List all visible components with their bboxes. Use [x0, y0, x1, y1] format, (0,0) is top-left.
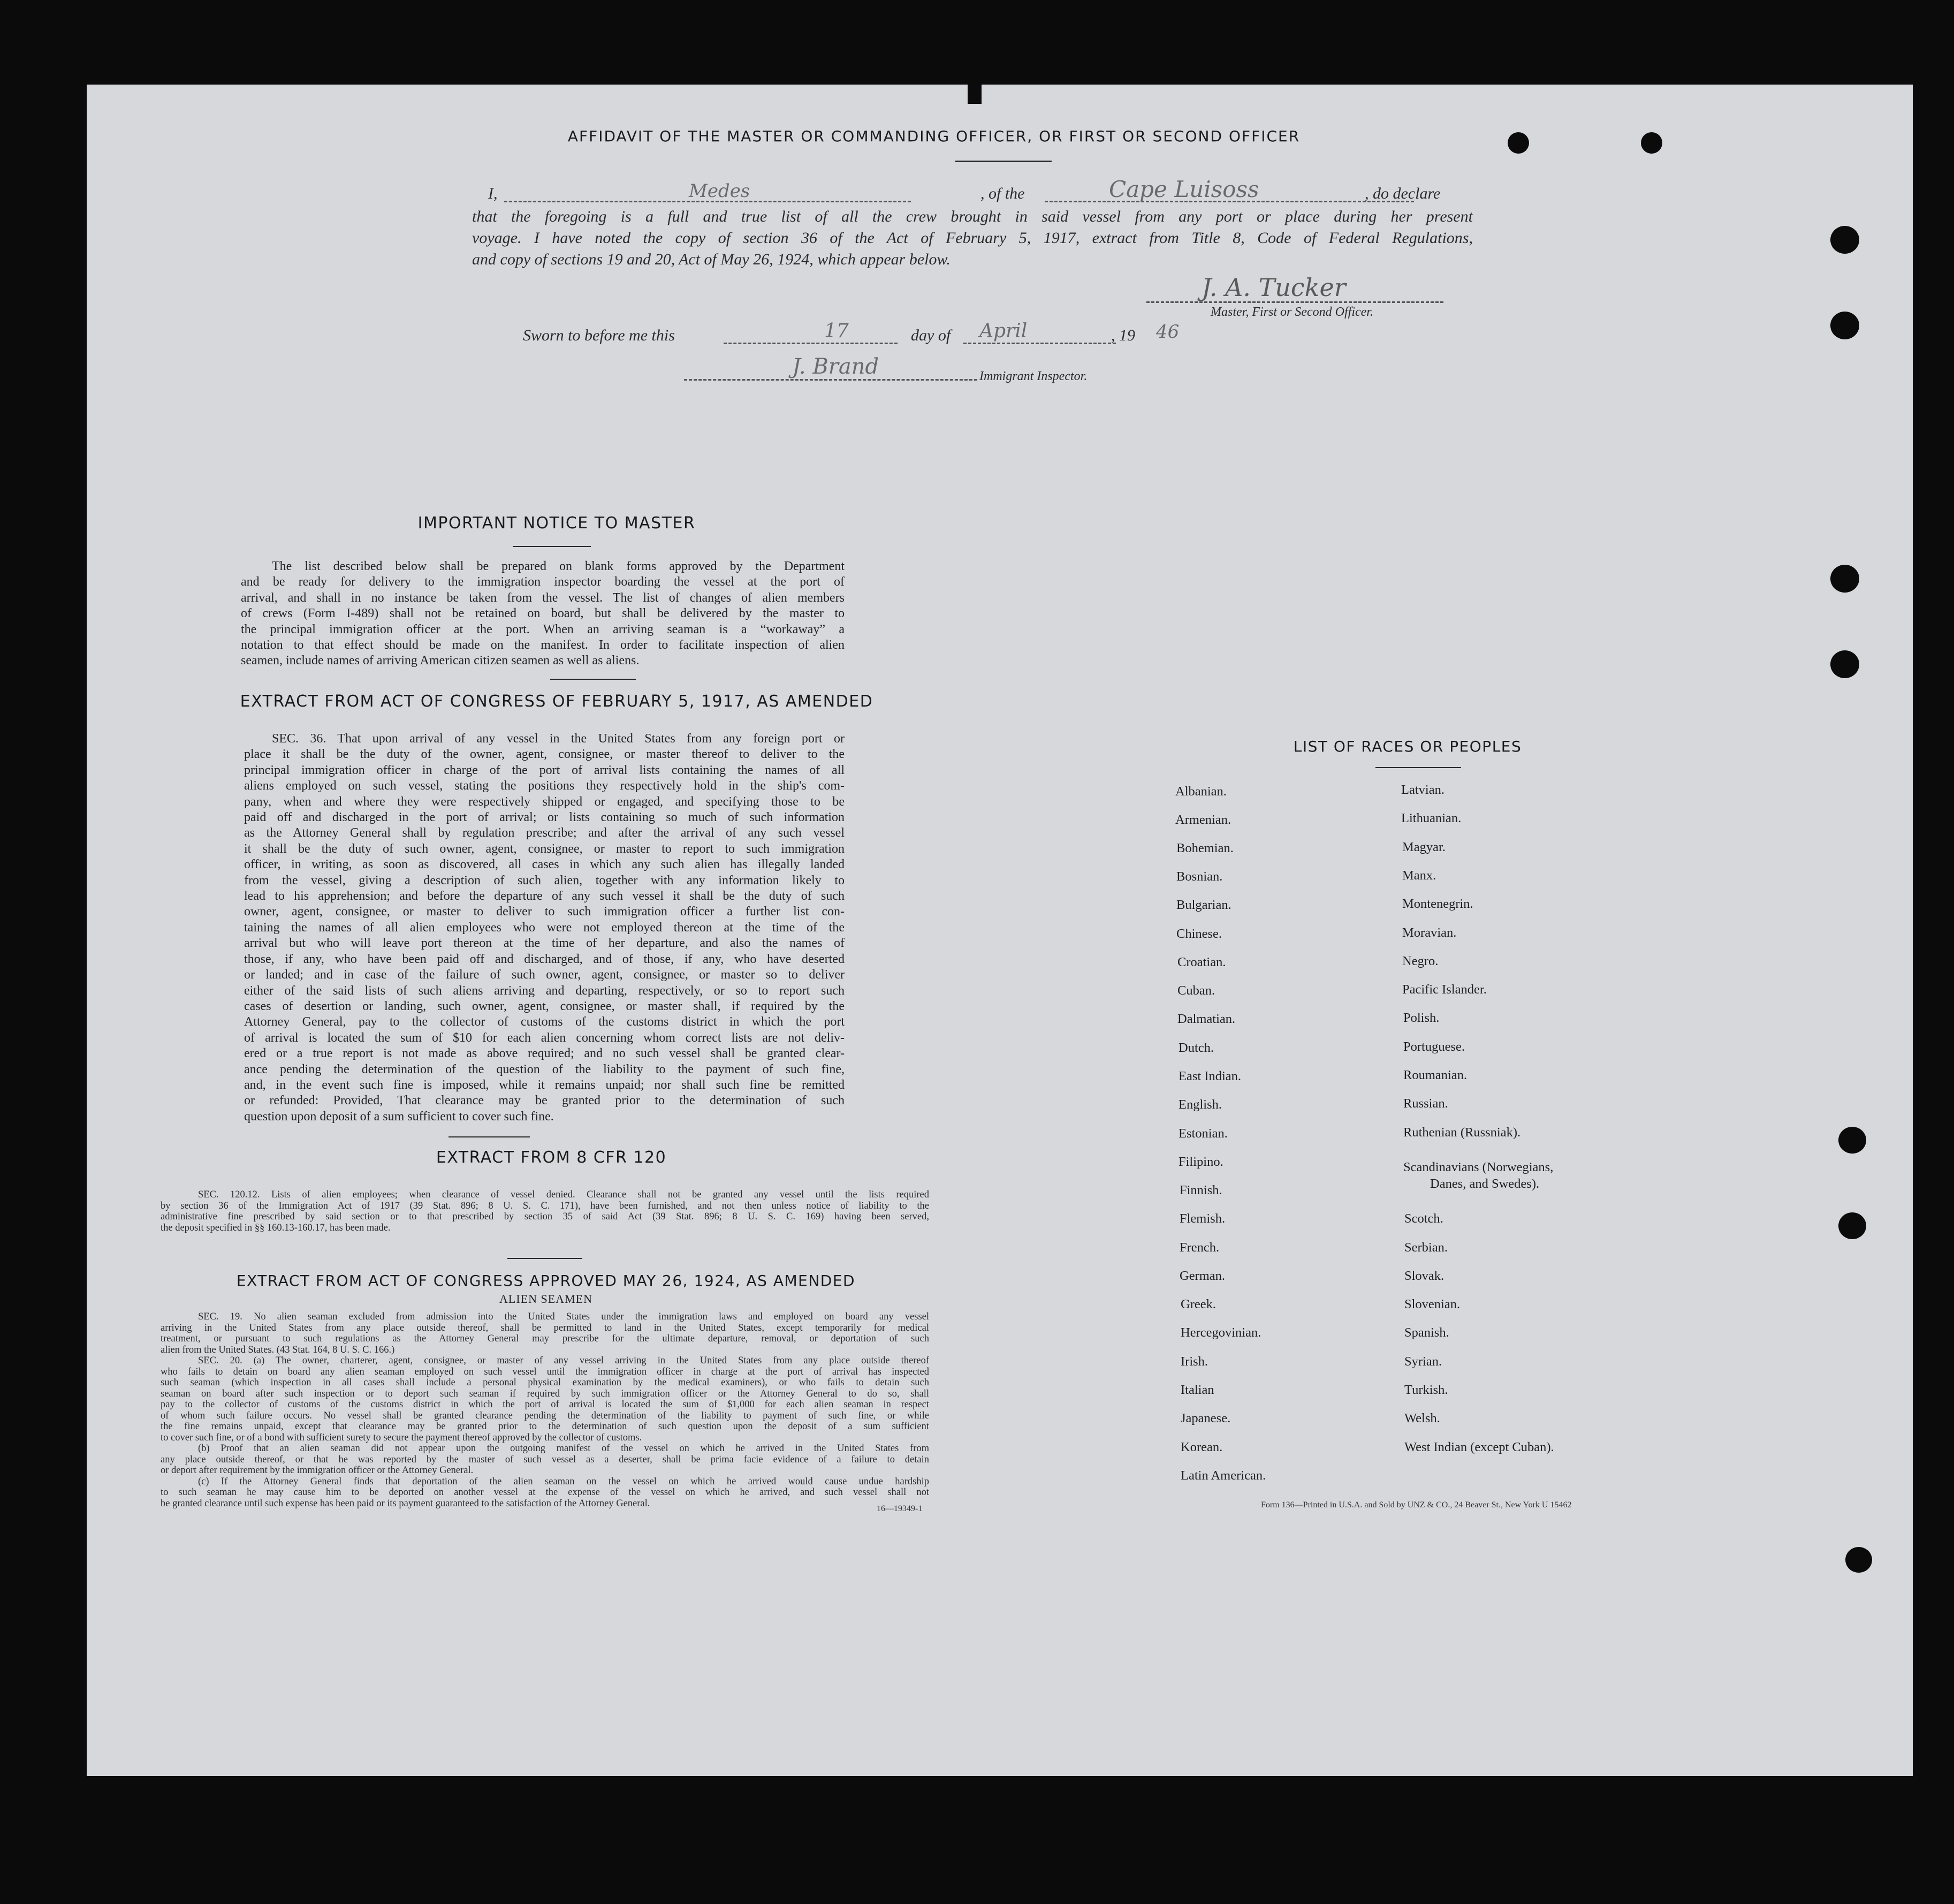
race-left-item: Armenian. [1175, 813, 1231, 827]
handwritten-master-signature: J. A. Tucker [1202, 273, 1346, 302]
race-left-item: Cuban. [1177, 983, 1215, 998]
race-right-item: Turkish. [1404, 1383, 1448, 1397]
section-19-line: arriving in the United States from any place outside thereof, shall be permitted to land in the United States, except temporarily for medical [161, 1322, 929, 1333]
month-blank [963, 343, 1116, 344]
section-20-line: be granted clearance until such expense has been paid or its payment guaranteed to the satisfaction of the Attorney General. [161, 1498, 650, 1509]
section-19-line: treatment, or pursuant to such regulations as the Attorney General may prescribe for the ultimate departure, removal, or deportation of such [161, 1333, 929, 1344]
notice-body [241, 559, 845, 669]
staple-mark [968, 80, 982, 104]
race-left-item: Italian [1181, 1383, 1214, 1397]
punch-hole [1641, 132, 1662, 154]
races-title-rule [1375, 767, 1461, 768]
race-right-item: Slovenian. [1404, 1297, 1461, 1311]
section-20-line: such seaman (which inspection in all cases shall include a personal physical examination by the medical examiners), or who fails to detain such [161, 1377, 929, 1388]
master-signature-caption: Master, First or Second Officer. [1211, 305, 1373, 319]
handwritten-inspector-signature: J. Brand [792, 354, 879, 379]
race-left-item: Irish. [1181, 1354, 1208, 1369]
section-19-line: alien from the United States. (43 Stat. 164, 8 U. S. C. 166.) [161, 1344, 395, 1355]
inspector-signature-line [684, 379, 977, 381]
section-36-line: question upon deposit of a sum sufficient to cover such fine. [244, 1109, 554, 1124]
section-36-line: place it shall be the duty of the owner, agent, consignee, or master thereof to deliver to the [244, 747, 845, 762]
section-36-line: it shall be the duty of such owner, agent, consignee, or master to report to such immigration [244, 841, 845, 856]
race-left-item: Hercegovinian. [1181, 1325, 1261, 1340]
extract-cfr-end-rule [507, 1258, 582, 1259]
race-right-item: Portuguese. [1403, 1040, 1465, 1054]
section-36-line: owner, agent, consignee, or master to deliver to such immigration officer a further list con- [244, 905, 845, 919]
cfr-line: the deposit specified in §§ 160.13-160.17, has been made. [161, 1222, 391, 1233]
section-36-line: pany, when and where they were respectively shipped or engaged, and specifying those to be [244, 794, 845, 809]
section-20-line: who fails to detain on board any alien seaman employed on such vessel until the immigration officer in charge at the port of arrival has inspected [161, 1366, 929, 1377]
section-36-line: Attorney General, pay to the collector of customs of the customs district in which the port [244, 1015, 845, 1029]
race-left-item: German. [1180, 1269, 1226, 1283]
extract-cfr-title: EXTRACT FROM 8 CFR 120 [436, 1148, 667, 1167]
race-right-item: Magyar. [1402, 840, 1446, 854]
section-20-line: (b) Proof that an alien seaman did not appear upon the outgoing manifest of the vessel on which he arrived in the United States from [198, 1443, 929, 1454]
race-left-item: Flemish. [1180, 1211, 1226, 1226]
race-right-item: Welsh. [1404, 1411, 1440, 1425]
section-36-line: and, in the event such fine is imposed, while it remains unpaid; nor shall such fine be remitted [244, 1078, 845, 1092]
race-left-item: Latin American. [1181, 1468, 1266, 1483]
race-right-item: Moravian. [1402, 926, 1457, 940]
notice-line: the principal immigration officer at the port. When an arriving seaman is a “workaway” a [241, 622, 845, 636]
notice-title: IMPORTANT NOTICE TO MASTER [417, 514, 696, 533]
race-right-item: Russian. [1403, 1096, 1448, 1111]
race-right-item: Danes, and Swedes). [1430, 1177, 1540, 1191]
section-20-line: to cover such fine, or of a bond with sufficient surety to secure the payment thereof approved by the collector of customs. [161, 1432, 642, 1443]
race-left-item: English. [1179, 1097, 1222, 1112]
punch-hole [1845, 1547, 1872, 1573]
race-right-item: Syrian. [1404, 1354, 1442, 1369]
section-20-line: pay to the collector of customs of the customs district in which the port of arrival is located the sum of $1,000 for each alien seaman in respect [161, 1399, 929, 1410]
handwritten-name: Medes [689, 180, 750, 202]
extract-1917-title: EXTRACT FROM ACT OF CONGRESS OF FEBRUARY 5, 1917, AS AMENDED [240, 692, 873, 711]
race-left-item: Bulgarian. [1176, 898, 1231, 912]
cfr-line: SEC. 120.12. Lists of alien employees; when clearance of vessel denied. Clearance shall not be granted any vessel until the lists required [198, 1189, 929, 1200]
race-right-item: Scandinavians (Norwegians, [1403, 1160, 1554, 1174]
section-20-line: seaman on board after such inspection or to deport such seaman if required by such immigration officer or the Attorney General to do so, shall [161, 1388, 929, 1399]
cfr-line: administrative fine prescribed by said section or to that prescribed by section 35 of said Act (39 Stat. 896; 8 U. S. C. 169) having been served, [161, 1211, 929, 1222]
i-label: I, [488, 185, 498, 202]
affidavit-declaration [472, 176, 1473, 270]
race-left-item: Croatian. [1177, 955, 1226, 969]
race-left-item: French. [1180, 1240, 1220, 1255]
section-20-line: the fine remains unpaid, except that clearance may be granted prior to the determination of such question upon the deposit of a sum sufficient [161, 1421, 929, 1432]
punch-hole [1838, 1127, 1866, 1154]
section-20-line: or deport after requirement by the immigration officer or the Attorney General. [161, 1465, 474, 1476]
handwritten-month: April [979, 320, 1028, 342]
notice-line: seamen, include names of arriving American citizen seamen as well as aliens. [241, 654, 640, 668]
section-36-line: either of the said lists of such aliens arriving and departing, respectively, or so to report such [244, 983, 845, 998]
section-36-line: ered or a true report is not made as above required; and no such vessel shall be granted clear- [244, 1046, 845, 1061]
race-left-item: Estonian. [1179, 1126, 1228, 1141]
race-left-item: Greek. [1181, 1297, 1216, 1311]
notice-line: The list described below shall be prepared on blank forms approved by the Department [272, 559, 845, 573]
race-right-item: Montenegrin. [1402, 897, 1473, 911]
section-36-line: of arrival is located the sum of $10 for each alien concerning whom correct lists are not deliv- [244, 1030, 845, 1045]
do-declare-label: , do declare [1365, 185, 1441, 202]
extract-1924-subtitle: ALIEN SEAMEN [499, 1292, 592, 1306]
extract-1917-body [244, 731, 845, 1125]
notice-line: arrival, and shall in no instance be taken from the vessel. The list of changes of alien members [241, 590, 845, 605]
section-20-line: any place outside thereof, or that he was reported by the master of such vessel as a deserter, shall be prima facie evidence of a failure to detain [161, 1454, 929, 1465]
handwritten-vessel: Cape Luisoss [1109, 176, 1259, 202]
section-36-line: lead to his apprehension; and before the departure of any such vessel it shall be the duty of such [244, 889, 845, 904]
race-right-item: Manx. [1402, 868, 1436, 883]
race-right-item: Roumanian. [1403, 1068, 1468, 1082]
year-prefix: , 19 [1111, 327, 1135, 344]
section-20-line: to such seaman he may cause him to be deported on another vessel at the expense of the vessel on which he arrived, and such vessel shall not [161, 1487, 929, 1498]
form-code: 16—19349-1 [877, 1504, 923, 1513]
notice-line: notation to that effect should be made on the manifest. In order to facilitate inspection of alien [241, 638, 845, 653]
notice-line: and be ready for delivery to the immigration inspector boarding the vessel at the port of [241, 575, 845, 589]
notice-line: of crews (Form I-489) shall not be retained on board, but shall be delivered by the master to [241, 606, 845, 621]
handwritten-day: 17 [824, 320, 849, 342]
declaration-line: and copy of sections 19 and 20, Act of May 26, 1924, which appear below. [472, 251, 951, 268]
race-left-item: Korean. [1181, 1440, 1223, 1454]
section-36-line: as the Attorney General shall by regulation prescribe; and after the arrival of any such vessel [244, 826, 845, 840]
race-left-item: Japanese. [1181, 1411, 1231, 1425]
punch-hole [1830, 312, 1859, 339]
race-left-item: Albanian. [1175, 784, 1227, 799]
section-36-line: aliens employed on such vessel, stating the positions they respectively hold in the ship's com- [244, 779, 845, 793]
race-right-item: Lithuanian. [1401, 811, 1462, 825]
section-20-line: (c) If the Attorney General finds that deportation of the alien seaman on the vessel on which he arrived would cause undue hardship [198, 1476, 929, 1487]
extract-1924-body [161, 1311, 929, 1509]
sworn-label: Sworn to before me this [523, 327, 675, 344]
punch-hole [1830, 565, 1859, 593]
section-36-line: taining the names of all alien employees who were not employed thereon at the time of the [244, 920, 845, 935]
extract-1924-title: EXTRACT FROM ACT OF CONGRESS APPROVED MAY 26, 1924, AS AMENDED [236, 1272, 856, 1289]
section-36-line: or landed; and in case of the failure of such owner, agent, consignee, or master so to deliver [244, 968, 845, 982]
section-36-line: from the vessel, giving a description of such alien, together with any information likely to [244, 873, 845, 887]
section-19-line: SEC. 19. No alien seaman excluded from admission into the United States under the immigration laws and employed on board any vessel [198, 1311, 929, 1322]
declaration-body [472, 206, 1473, 270]
of-the-label: , of the [980, 185, 1025, 202]
inspector-caption: Immigrant Inspector. [979, 369, 1088, 383]
notice-title-rule [513, 546, 591, 547]
race-left-item: Bohemian. [1176, 841, 1234, 855]
race-left-item: Filipino. [1179, 1155, 1223, 1169]
punch-hole [1830, 650, 1859, 678]
section-20-line: of whom such failure occurs. No vessel shall be granted clearance pending the determination of the liability to payment of such fine, or while [161, 1410, 929, 1421]
races-title: LIST OF RACES OR PEOPLES [1293, 738, 1522, 755]
declaration-line: that the foregoing is a full and true list of all the crew brought in said vessel from any port or place during her present [472, 208, 1473, 225]
race-right-item: Serbian. [1404, 1240, 1448, 1255]
affidavit-title-rule [955, 161, 1052, 162]
section-36-line: principal immigration officer in charge of the port of arrival lists containing the names of all [244, 763, 845, 777]
section-20-line: SEC. 20. (a) The owner, charterer, agent, consignee, or master of any vessel arriving in the United States from any place outside thereof [198, 1355, 929, 1366]
race-right-item: Polish. [1403, 1011, 1440, 1025]
section-36-line: or refunded: Provided, That clearance may be granted prior to the determination of such [244, 1094, 845, 1108]
race-right-item: West Indian (except Cuban). [1404, 1440, 1554, 1454]
race-left-item: Chinese. [1176, 927, 1222, 941]
declaration-first-line [472, 176, 1473, 206]
day-of-label: day of [911, 327, 951, 344]
section-36-line: ance pending the determination of the question of the liability to the payment of such fine, [244, 1062, 845, 1076]
section-36-line: officer, in writing, as soon as discovered, all cases in which any such alien has illegally landed [244, 858, 845, 872]
cfr-line: by section 36 of the Immigration Act of 1917 (39 Stat. 896; 8 U. S. C. 171), have been furnished, and not then unless notice of liability to the [161, 1200, 929, 1211]
notice-end-rule [550, 679, 636, 680]
punch-hole [1838, 1212, 1866, 1239]
section-36-line: those, if any, who have been paid off and discharged, and of those, if any, who have deserted [244, 952, 845, 966]
day-blank [724, 343, 898, 344]
affidavit-title: AFFIDAVIT OF THE MASTER OR COMMANDING OFFICER, OR FIRST OR SECOND OFFICER [567, 127, 1301, 145]
race-right-item: Negro. [1402, 954, 1439, 968]
handwritten-year: 46 [1156, 321, 1180, 343]
extract-cfr-body [161, 1189, 929, 1233]
section-36-line: arrival but who will leave port thereon at the time of her departure, and also the names of [244, 936, 845, 951]
punch-hole [1508, 132, 1529, 154]
race-left-item: East Indian. [1179, 1069, 1242, 1083]
race-right-item: Ruthenian (Russniak). [1403, 1125, 1521, 1140]
race-left-item: Finnish. [1180, 1183, 1222, 1197]
race-left-item: Dutch. [1179, 1041, 1214, 1055]
race-right-item: Slovak. [1404, 1269, 1444, 1283]
section-36-line: paid off and discharged in the port of arrival; or lists containing so much of such information [244, 810, 845, 825]
race-left-item: Dalmatian. [1177, 1012, 1236, 1026]
race-right-item: Latvian. [1401, 783, 1444, 797]
section-36-line: cases of desertion or landing, such owner, agent, consignee, or master shall, if required by the [244, 999, 845, 1013]
race-left-item: Bosnian. [1176, 869, 1223, 884]
printer-imprint: Form 136—Printed in U.S.A. and Sold by UNZ & CO., 24 Beaver St., New York U 15462 [1261, 1500, 1572, 1509]
extract-1917-end-rule [448, 1136, 530, 1137]
declaration-line: voyage. I have noted the copy of section 36 of the Act of February 5, 1917, extract from Title 8, Code of Federal Regulations, [472, 229, 1473, 247]
punch-hole [1830, 226, 1859, 254]
race-right-item: Scotch. [1404, 1211, 1443, 1226]
race-right-item: Spanish. [1404, 1325, 1449, 1340]
race-right-item: Pacific Islander. [1402, 982, 1487, 997]
section-36-line: SEC. 36. That upon arrival of any vessel in the United States from any foreign port or [272, 732, 845, 746]
